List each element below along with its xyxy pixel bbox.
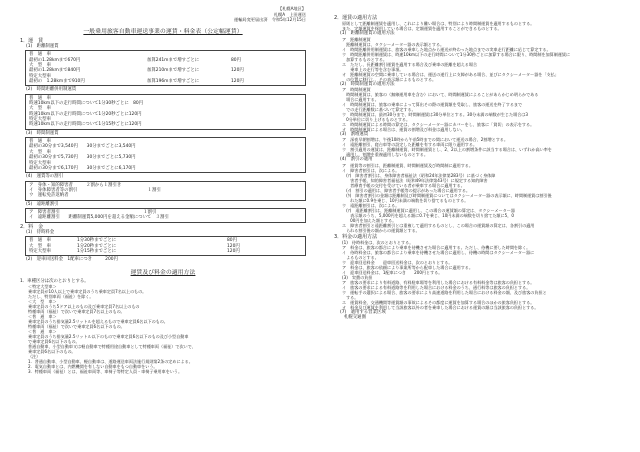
subsection-waiting-fee: (1) 待時料金 [26, 229, 55, 235]
hourly-application-text [334, 87, 624, 132]
rule-line: 0分単位に切り上げるものとする。 [342, 116, 411, 122]
rule-line: 害者手帳、知的障害者福祉法（昭和49年法律第43号）に規定する知的障害 [342, 177, 488, 183]
fare-increment: 加算241mまで増すごとに [147, 57, 200, 63]
rule-line: 場合に適用する。 [342, 96, 379, 102]
section-fees: 2．料 金 [20, 223, 44, 230]
service-area-title: (7) 適用する営業区域 [340, 309, 386, 315]
fare-increment-amount: 80円 [231, 57, 241, 63]
rule-line: よるものとする。 [342, 254, 379, 260]
rule-line: 時間制運賃は、旅客の（無線運用車を含む）において、時間制運賃によることがあらかじめ明らかである [342, 91, 539, 97]
fee-vehicle: 大 型 車 [29, 243, 51, 249]
fee-vehicle: 普 通 車 [29, 238, 51, 244]
hour-line: 最初の30分まで5,730円 30分までごとに5,730円 [29, 155, 136, 161]
fee-application-title: 3．料金の適用方法 [334, 233, 378, 240]
hour-line: 普 通 車 [29, 139, 51, 145]
fee-amount: 120円 [227, 248, 240, 254]
class-line: ＜大 型 車＞ [28, 298, 57, 304]
fare-increment-amount: 120円 [231, 79, 244, 85]
fare-application-intro: また、定額運賃を採用している場合は、定額運賃を適用することができるものとする。 [342, 26, 502, 32]
rule-line: イ 遠距離割引、寝台車等の設定した距離を有する車両に限り適用する。 [342, 142, 478, 148]
fare-initial: 最初の1.28kmまで670円 [29, 57, 81, 63]
section-fares: 1．運 賃 [20, 37, 44, 44]
header-date: 令和5年12月15日 [271, 17, 306, 23]
class-line: 特種車両（福祉）で次いで乗車定員6名以下のもの。 [28, 323, 125, 329]
fare-application-intro: 原則として距離制運賃を適用し、これにより難い場合は、特別により時間制運賃を適用するものとする。 [342, 21, 535, 27]
rule-line: (ｲ) 割引の適用は、障害者手帳等の提示があった場合に適用する。 [342, 187, 471, 193]
fee-row [29, 249, 302, 254]
rule-line: イ 障害者割引は、次による。 [342, 167, 400, 173]
class-line: （注） [28, 353, 41, 359]
fare-increment: 加算196mまで増すごとに [147, 79, 200, 85]
vehicle-class-label: 特定大型車 [29, 73, 51, 79]
class-line: 1．普通自動車、小型自動車、軽自動車は、道路運送車両法施行規則第2条の定めによる。 [28, 358, 193, 364]
hour-line: 最初の30分まで6,170円 30分までごとに6,170円 [29, 165, 136, 171]
fee-amount: 80円 [227, 238, 237, 244]
rule-line: (ｱ) 障害者割引は、身体障害者福祉法（昭和24年法律第283号）に基づく身体障 [342, 172, 496, 178]
vehicle-class-label: 大 型 車 [29, 63, 51, 69]
far-line: イ 遠距離割引 距離制運賃5,000円を超える金額について ３割引 [29, 215, 169, 221]
fare-initial: 最初の1.28kmまで840円 [29, 68, 81, 74]
class-line: ＜普 通 車＞ [28, 313, 57, 319]
far-line: ア 障害者割引 １割引 [29, 209, 157, 215]
rule-line: イ 旅客の要求による有料道路等を利用した場合における料金のうち、通行料等は旅客の負担とする。 [342, 284, 531, 290]
application-intro: 1．車種区分は次のとおりとする。 [20, 278, 89, 284]
rule-line: 距離制運賃は、タクシーメーター器の表示額とする。 [342, 41, 445, 47]
header-org: 札幌A 上田運送 [273, 11, 306, 17]
rule-line: 者療育手帳の交付を受けている者が乗車する場合に適用する。 [342, 182, 465, 188]
rule-line: ア 料金は、旅客の都合により乗車を待機させた場合に適用する。ただし、待機に要した時間を除く。 [342, 244, 531, 250]
time-line: 特定大型車 [29, 117, 51, 123]
rule-line: ウ 時間距離併用制運賃は、時速10km以下の走行時間について1分30秒ごとに加算する場合に限り、時間制を加算制運賃に [342, 51, 571, 57]
service-area-value: 札幌交通圏 [344, 315, 366, 321]
discount-application-text [334, 163, 624, 233]
vehicle-class-text [20, 284, 306, 374]
rule-line: ア 時間制運賃 [342, 86, 371, 92]
fee-application-text [334, 240, 624, 310]
rule-line: ア 運賃等の割引は、距離制運賃、時間制運賃及び時間制に適用する。 [342, 162, 473, 168]
rule-line: エ 時間制運賃による時間の算定は、タクシーメーター器にカバーをし、旅客に「貸切」の表示をする。 [342, 121, 535, 127]
class-line: 乗車定員が10人以上で乗車定員のうち乗車定員7名以上のもの。 [28, 288, 147, 294]
application-title: 運賃及び料金の適用方法 [130, 269, 196, 276]
rule-line: ウ 割引適用の運賃は、距離制運賃、時間制運賃とし、2、2以上の割増条件に該当する場合は、いずれか高い率を [342, 147, 552, 153]
rule-line: (ｳ) 障害者割引の金額は距離制及び時間制運賃についてはタクシーメーター器の表示額に、時間制運賃は割引後 [342, 192, 552, 198]
rule-line: ウ 運転手の選択による場合、旅客の要求により高速道路を利用した場合における料金の額、及び旅客の負担と [342, 289, 547, 295]
distance-application-text [334, 37, 624, 82]
fee-amount: 120円 [227, 243, 240, 249]
header-reg: 運輸局変更届出済 [234, 17, 268, 23]
fee-vehicle: 特定大型車 [29, 248, 51, 254]
rule-line: の位置に移行し、その表示額によるものとする。 [342, 76, 437, 82]
rule-line: (1) 待時料金は、次のとおりとする。 [342, 239, 414, 245]
hour-line: 大 型 車 [29, 149, 51, 155]
rule-line: イ 待時料金は、旅客の都合により乗車を待機させた場合に適用し、待機の時間はタクシーメーター器に [342, 249, 535, 255]
class-line: 特種車両（福祉）で次いで乗車定員7名以上のもの。 [28, 308, 125, 314]
rule-line: エ ただし、長距離割引運賃を適用する場合及び乗車の距離を超える場合 [342, 61, 478, 67]
subsection-far-discount: (5) 遠距離割引 [26, 201, 59, 207]
class-line: ただし、特別車両（福祉）を除く。 [28, 293, 94, 299]
far-discount-box [25, 208, 306, 223]
time-line: 時速10km以下の走行時間について1分15秒ごとに120円 [29, 122, 142, 128]
document-title: 一般乗用旅客自動車運送事業の運賃・料金表（公定幅運賃） [83, 28, 243, 35]
class-line: 乗車定員のうち5ドア以上のもの及び乗車定員7名以上のもの [28, 303, 140, 309]
rule-line: イ 時間制運賃は、旅客の乗車によって算出その際の運賃額を受取し、旅客の運送を終了するまで [342, 101, 523, 107]
rule-line: ウ 遠距離割引は、次による。 [342, 202, 400, 208]
time-line: 大 型 車 [29, 106, 51, 112]
rule-line: ア 深夜早朝割増は、午後10時から午前5時までの間において運送の場合、2割増とする。 [342, 137, 508, 143]
rule-line: られる割引後の額からの運賃額とする。 [342, 227, 420, 233]
hourly-fare-box [25, 137, 306, 173]
rule-line: ア 料金は、旅客の依頼により事業所等から配車した場合に適用する。 [342, 264, 473, 270]
discount-line: イ 身体障害者等の割引 １割引 [29, 187, 161, 193]
class-line: で乗車定員6名以下のもの。 [28, 338, 80, 344]
hour-line: 特定大型車 [29, 160, 51, 166]
rule-line: での走行距離数に基づいて算定する。 [342, 106, 416, 112]
vehicle-class-label: 普 通 車 [29, 52, 51, 58]
rule-line: 00円を加えた額とする。 [342, 217, 397, 223]
rule-line: れた額に0.9を乗じ、10円未満の端数を切り捨てるものとする。 [342, 197, 469, 203]
fee-interval: 1分30秒までごとに [77, 238, 117, 244]
discount-box [25, 181, 306, 201]
rule-line: イ 迎車回送料金は、1配車につき 200円とする。 [342, 269, 443, 275]
rule-line: エ 運賃料金、交通機関等運賃額の事故によるその都度に運賃を加算する場合のほかの旅客負担とする。 [342, 299, 535, 305]
hour-line: 最初の30分まで3,540円 30分までごとに3,540円 [29, 144, 136, 150]
waiting-fee-box [25, 236, 306, 256]
fare-increment-amount: 120円 [231, 68, 244, 74]
subsection-discounts: (4) 運賃等の割引 [26, 174, 63, 180]
class-line: ＜特定大型車＞ [28, 283, 57, 289]
fare-increment: 加算210mまで増すごとに [147, 68, 200, 74]
discount-line: ア 身体・知的障害者 ２割から１割引き [29, 182, 122, 188]
fee-interval: 1分20秒までごとに [77, 243, 117, 249]
rule-line: ア 距離制運賃 [342, 36, 371, 42]
class-line: 普通自動車、小型自動車又は軽自動車で特種用途自動車として特種車両（福祉）で次いで、 [28, 343, 196, 349]
time-line: 普 通 車 [29, 95, 51, 101]
class-line: 乗車定員のうち排気量2.5リットル以下のもので乗車定員6名以下のもの及び小型自動車 [28, 333, 189, 339]
class-line: 2．電気自動車とは、内燃機関を有しない自動車をもつ自動車をいう。 [28, 363, 158, 369]
subsection-distance-fare: (1) 距離制運賃 [26, 43, 59, 49]
class-line: ＜普 通 車＞ [28, 328, 57, 334]
right-page [320, 0, 640, 452]
fee-interval: 1分15秒までごとに [77, 248, 117, 254]
discount-line: ウ 運転免許返納者 [29, 193, 69, 199]
hourly-application-title: (2) 時間制運賃の適用方法 [340, 81, 395, 87]
rule-line: ウ 時間制運賃は、最初30分まで、時間制運賃は30分単位とする。30分未満の端数が生じた場合は3 [342, 111, 528, 117]
rule-line: (ｱ) 遠距離割引は、距離制運賃に適用し、この場合の運賃額の算定は、タクシーメーター器 [342, 207, 515, 213]
distance-application-title: (1) 距離制運賃の適用方法 [340, 31, 395, 37]
header-ref: 【札幌A地区】 [278, 6, 306, 11]
rule-line: オ 距離制運賃の空間に乗車している場合は、運送の遂行上に支障がある場合、並びにタクシーメーター器を「支払」 [342, 71, 559, 77]
subsection-time-distance-fare: (2) 時間距離併用制運賃 [26, 87, 77, 93]
surcharge-title: (3) 割増運賃 [340, 131, 369, 137]
class-line: 3．特種車両（福祉）とは、福祉車両等、車椅子等特定人員・車椅子乗用車をいう。 [28, 368, 183, 374]
document-header [20, 6, 306, 23]
time-distance-box [25, 94, 306, 130]
fare-initial: 最初の 1.28kmまで910円 [29, 79, 85, 85]
discount-application-title: (4) 割引の適用 [340, 157, 373, 163]
subsection-hourly-fare: (3) 時間制運賃 [26, 130, 59, 136]
rule-line: ア 旅客の要求により有料道路、有料駐車場等を利用した場合における有料料金等は旅客の負担とする。 [342, 279, 535, 285]
rule-line: オ 時間制運賃による場合は、運賃の割増及び料金は適用しない。 [342, 126, 465, 132]
rule-line: (3) 実費の負担 [342, 274, 373, 280]
rule-line: 表示額のうち、5,000円を超える額に0.7を乗じ、10円未満の端数を切り捨てた額に5，0 [342, 212, 514, 218]
time-line: 時速10km以下の走行時間について1分30秒ごとに 80円 [29, 101, 144, 107]
rule-line: イ 時間距離併用制運賃は、旅客の乗車した地点から運送が終わった地点までの実車走行距離に応じて算定する。 [342, 46, 551, 52]
surcharge-text [334, 137, 624, 157]
subsection-pickup-fee: (2) 迎車回送料金 1配車につき 200円 [26, 257, 118, 263]
class-line: 乗車定員のうち排気量2.5リットルを超えるもので乗車定員6名以下のもの。 [28, 318, 168, 324]
distance-fare-box [25, 50, 306, 86]
rule-line: エ 障害者割引と遠距離割引とは重複して適用するものとし、この場合の運賃額の算定は、各割引の適用 [342, 222, 535, 228]
rule-line: する。 [342, 294, 359, 300]
rule-line: 乗車上の走行等を含む事項。 [342, 66, 404, 72]
fare-row [29, 79, 302, 84]
class-line: 乗車定員6名以下のもの。 [28, 348, 76, 354]
time-line: 時速10km以下の走行時間について1分20秒ごとに120円 [29, 111, 142, 117]
rule-line: ウ 迎車回送料金 迎車回送料金は、次のとおりとする。 [342, 259, 453, 265]
rule-line: オ 料金及び運賃を利用して当該旅客以外の者を乗車した場合における運賃の額は当該旅客の負担とする。 [342, 304, 539, 310]
rule-line: 適用し、割増を重複適用しないものとする。 [342, 152, 428, 158]
rule-line: 加算するものとする。 [342, 56, 388, 62]
fare-application-title: 2．運賃の適用方法 [334, 15, 378, 21]
